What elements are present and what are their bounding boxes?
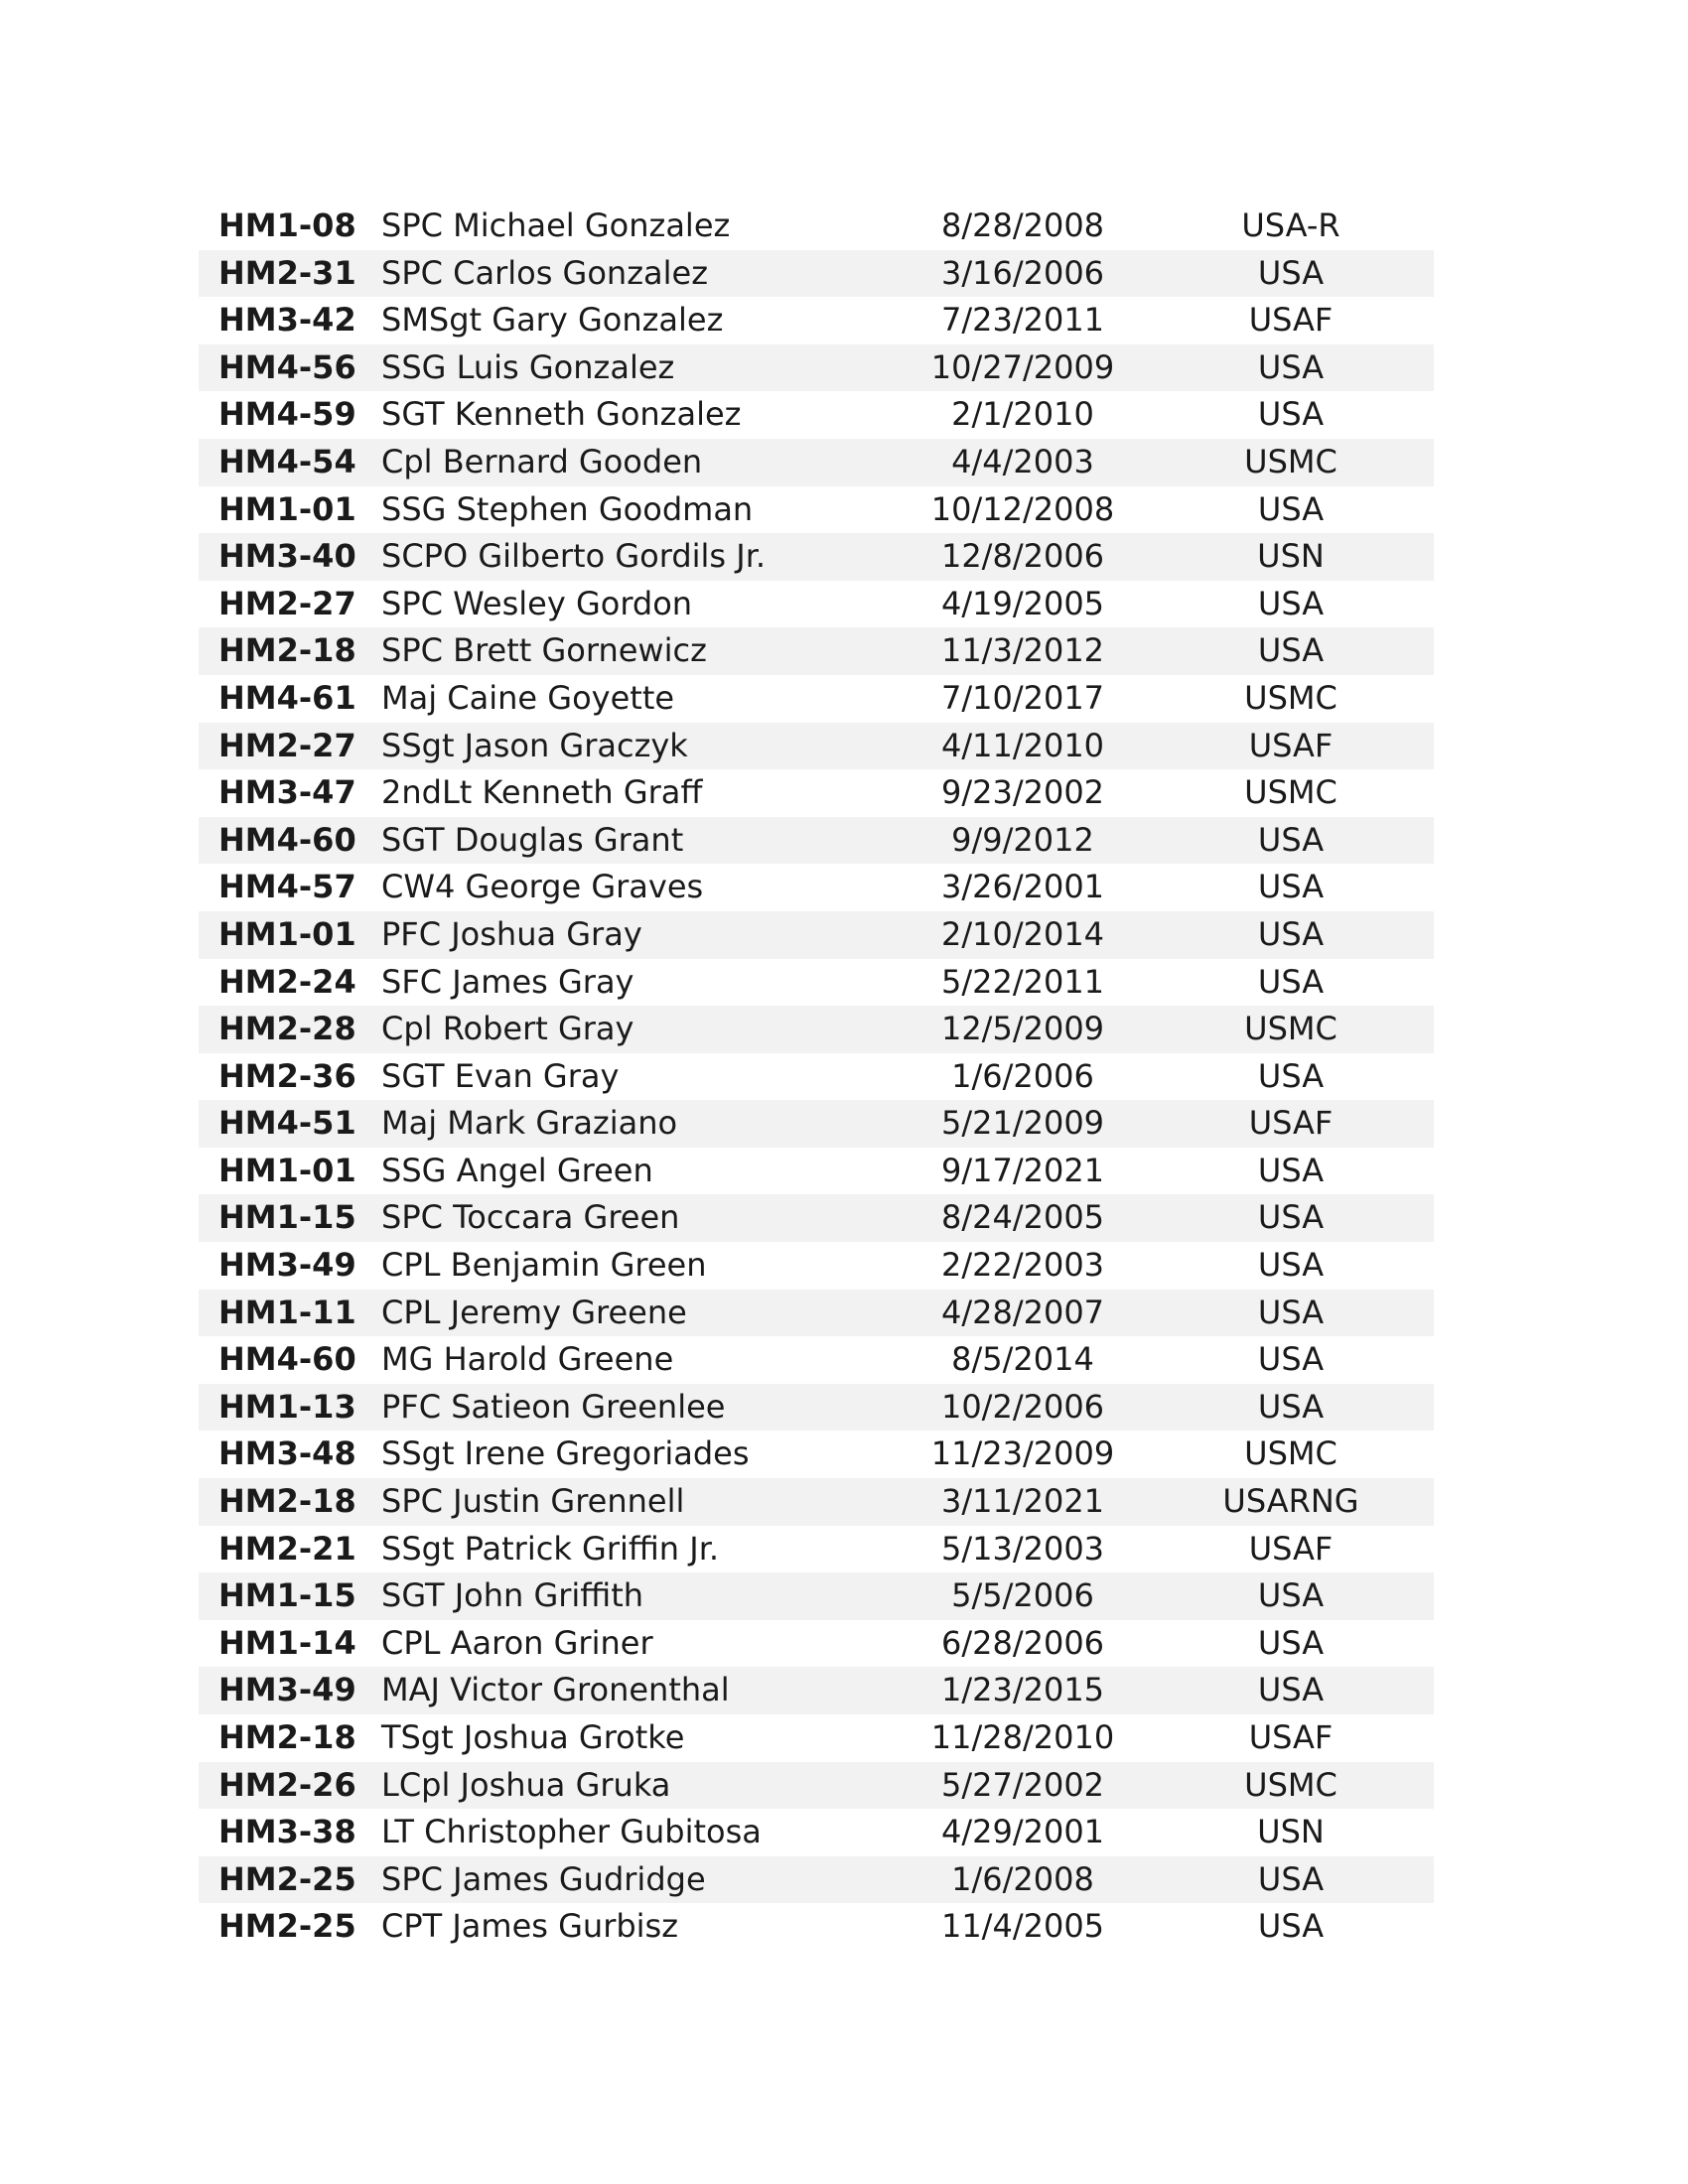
service-branch: USA xyxy=(1257,1246,1325,1285)
service-member-name: TSgt Joshua Grotke xyxy=(381,1718,685,1756)
service-branch: USA xyxy=(1257,347,1325,386)
service-branch: USA xyxy=(1257,820,1325,859)
service-member-name: SPC Toccara Green xyxy=(381,1198,680,1237)
marker-code: HM2-24 xyxy=(218,962,356,1001)
service-branch: USA xyxy=(1257,1056,1325,1095)
date: 5/22/2011 xyxy=(940,962,1105,1001)
service-branch: USAF xyxy=(1248,1104,1334,1143)
service-member-name: CPT James Gurbisz xyxy=(381,1907,679,1946)
service-member-name: SPC Carlos Gonzalez xyxy=(381,253,708,292)
service-member-name: Cpl Robert Gray xyxy=(381,1010,634,1048)
service-member-name: Cpl Bernard Gooden xyxy=(381,442,703,480)
date: 5/27/2002 xyxy=(940,1765,1105,1804)
marker-code: HM2-27 xyxy=(218,584,356,622)
table-row xyxy=(199,1478,1434,1526)
service-branch: USA xyxy=(1257,253,1325,292)
date: 12/5/2009 xyxy=(940,1010,1105,1048)
service-branch: USMC xyxy=(1244,1010,1337,1048)
service-branch: USA xyxy=(1257,1671,1325,1709)
service-branch: USA-R xyxy=(1241,206,1340,244)
marker-code: HM3-49 xyxy=(218,1246,356,1285)
table-row xyxy=(199,1336,1434,1384)
date: 5/5/2006 xyxy=(951,1576,1094,1615)
date: 10/2/2006 xyxy=(940,1387,1105,1426)
marker-code: HM3-48 xyxy=(218,1434,356,1473)
service-branch: USAF xyxy=(1248,301,1334,340)
date: 5/13/2003 xyxy=(940,1529,1105,1568)
table-row xyxy=(199,439,1434,486)
service-member-name: SMSgt Gary Gonzalez xyxy=(381,301,724,340)
table-row xyxy=(199,675,1434,723)
marker-code: HM4-59 xyxy=(218,395,356,434)
table-row xyxy=(199,864,1434,911)
service-member-name: CW4 George Graves xyxy=(381,868,704,906)
service-branch: USN xyxy=(1257,537,1325,576)
table-row xyxy=(199,486,1434,534)
service-member-name: Maj Caine Goyette xyxy=(381,678,675,717)
table-row xyxy=(199,203,1434,250)
service-branch: USMC xyxy=(1244,773,1337,812)
service-branch: USA xyxy=(1257,631,1325,670)
service-member-name: PFC Joshua Gray xyxy=(381,914,642,953)
marker-code: HM1-11 xyxy=(218,1293,356,1331)
table-row xyxy=(199,1148,1434,1195)
table-row xyxy=(199,344,1434,392)
date: 2/22/2003 xyxy=(940,1246,1105,1285)
date: 1/23/2015 xyxy=(940,1671,1105,1709)
roster-table xyxy=(199,203,1434,1951)
date: 2/1/2010 xyxy=(951,395,1094,434)
service-branch: USA xyxy=(1257,1293,1325,1331)
table-row xyxy=(199,959,1434,1007)
service-member-name: SSG Stephen Goodman xyxy=(381,489,754,528)
date: 2/10/2014 xyxy=(940,914,1105,953)
date: 11/23/2009 xyxy=(930,1434,1115,1473)
service-branch: USAF xyxy=(1248,726,1334,764)
date: 1/6/2008 xyxy=(951,1859,1094,1898)
date: 8/5/2014 xyxy=(951,1340,1094,1379)
service-branch: USMC xyxy=(1244,442,1337,480)
table-row xyxy=(199,533,1434,581)
service-branch: USA xyxy=(1257,1387,1325,1426)
marker-code: HM3-49 xyxy=(218,1671,356,1709)
service-member-name: Maj Mark Graziano xyxy=(381,1104,678,1143)
marker-code: HM1-15 xyxy=(218,1576,356,1615)
table-row xyxy=(199,1620,1434,1668)
marker-code: HM2-28 xyxy=(218,1010,356,1048)
date: 9/23/2002 xyxy=(940,773,1105,812)
table-row xyxy=(199,1714,1434,1762)
date: 12/8/2006 xyxy=(940,537,1105,576)
table-row xyxy=(199,1526,1434,1573)
date: 7/10/2017 xyxy=(940,678,1105,717)
service-branch: USA xyxy=(1257,962,1325,1001)
date: 3/16/2006 xyxy=(940,253,1105,292)
service-member-name: SPC Brett Gornewicz xyxy=(381,631,707,670)
table-row xyxy=(199,723,1434,770)
date: 9/17/2021 xyxy=(940,1151,1105,1189)
date: 11/3/2012 xyxy=(940,631,1105,670)
service-member-name: CPL Jeremy Greene xyxy=(381,1293,687,1331)
service-member-name: SGT John Griffith xyxy=(381,1576,644,1615)
table-row xyxy=(199,1006,1434,1053)
service-branch: USA xyxy=(1257,1907,1325,1946)
marker-code: HM2-21 xyxy=(218,1529,356,1568)
service-member-name: PFC Satieon Greenlee xyxy=(381,1387,726,1426)
service-member-name: SGT Evan Gray xyxy=(381,1056,620,1095)
service-branch: USMC xyxy=(1244,1765,1337,1804)
service-branch: USN xyxy=(1257,1813,1325,1851)
table-row xyxy=(199,817,1434,865)
service-branch: USA xyxy=(1257,1340,1325,1379)
table-row xyxy=(199,1384,1434,1432)
service-member-name: SCPO Gilberto Gordils Jr. xyxy=(381,537,767,576)
service-branch: USARNG xyxy=(1222,1482,1359,1521)
table-row xyxy=(199,1667,1434,1714)
marker-code: HM4-57 xyxy=(218,868,356,906)
service-member-name: SPC Justin Grennell xyxy=(381,1482,685,1521)
marker-code: HM4-60 xyxy=(218,820,356,859)
table-row xyxy=(199,297,1434,344)
table-row xyxy=(199,1290,1434,1337)
marker-code: HM1-01 xyxy=(218,1151,356,1189)
service-member-name: CPL Aaron Griner xyxy=(381,1623,653,1662)
date: 10/27/2009 xyxy=(930,347,1115,386)
table-row xyxy=(199,1903,1434,1951)
table-row xyxy=(199,627,1434,675)
date: 7/23/2011 xyxy=(940,301,1105,340)
marker-code: HM1-01 xyxy=(218,489,356,528)
service-member-name: SPC Wesley Gordon xyxy=(381,584,693,622)
marker-code: HM1-08 xyxy=(218,206,356,244)
date: 4/11/2010 xyxy=(940,726,1105,764)
service-branch: USA xyxy=(1257,584,1325,622)
date: 4/29/2001 xyxy=(940,1813,1105,1851)
date: 11/28/2010 xyxy=(930,1718,1115,1756)
table-row xyxy=(199,1572,1434,1620)
table-row xyxy=(199,911,1434,959)
service-member-name: SSG Luis Gonzalez xyxy=(381,347,675,386)
service-member-name: SFC James Gray xyxy=(381,962,634,1001)
marker-code: HM2-27 xyxy=(218,726,356,764)
date: 4/4/2003 xyxy=(951,442,1094,480)
marker-code: HM3-47 xyxy=(218,773,356,812)
service-member-name: 2ndLt Kenneth Graff xyxy=(381,773,703,812)
marker-code: HM2-18 xyxy=(218,1482,356,1521)
date: 1/6/2006 xyxy=(951,1056,1094,1095)
service-branch: USA xyxy=(1257,1623,1325,1662)
service-branch: USA xyxy=(1257,868,1325,906)
service-branch: USA xyxy=(1257,914,1325,953)
service-member-name: SGT Douglas Grant xyxy=(381,820,684,859)
service-member-name: SSG Angel Green xyxy=(381,1151,653,1189)
marker-code: HM2-26 xyxy=(218,1765,356,1804)
marker-code: HM3-42 xyxy=(218,301,356,340)
service-member-name: MAJ Victor Gronenthal xyxy=(381,1671,730,1709)
date: 6/28/2006 xyxy=(940,1623,1105,1662)
service-member-name: SPC James Gudridge xyxy=(381,1859,706,1898)
table-row xyxy=(199,1809,1434,1856)
service-branch: USA xyxy=(1257,1576,1325,1615)
service-member-name: SPC Michael Gonzalez xyxy=(381,206,731,244)
service-branch: USMC xyxy=(1244,678,1337,717)
date: 3/26/2001 xyxy=(940,868,1105,906)
date: 3/11/2021 xyxy=(940,1482,1105,1521)
service-branch: USA xyxy=(1257,489,1325,528)
service-branch: USA xyxy=(1257,1198,1325,1237)
date: 4/19/2005 xyxy=(940,584,1105,622)
date: 9/9/2012 xyxy=(951,820,1094,859)
table-row xyxy=(199,1431,1434,1478)
marker-code: HM4-60 xyxy=(218,1340,356,1379)
marker-code: HM1-15 xyxy=(218,1198,356,1237)
service-member-name: CPL Benjamin Green xyxy=(381,1246,707,1285)
marker-code: HM2-25 xyxy=(218,1859,356,1898)
table-row xyxy=(199,581,1434,628)
date: 8/24/2005 xyxy=(940,1198,1105,1237)
marker-code: HM3-38 xyxy=(218,1813,356,1851)
marker-code: HM2-36 xyxy=(218,1056,356,1095)
service-branch: USAF xyxy=(1248,1718,1334,1756)
service-member-name: SSgt Jason Graczyk xyxy=(381,726,688,764)
marker-code: HM4-61 xyxy=(218,678,356,717)
table-row xyxy=(199,250,1434,298)
marker-code: HM4-54 xyxy=(218,442,356,480)
service-member-name: MG Harold Greene xyxy=(381,1340,674,1379)
table-row xyxy=(199,1856,1434,1904)
service-branch: USA xyxy=(1257,1859,1325,1898)
table-row xyxy=(199,1194,1434,1242)
marker-code: HM3-40 xyxy=(218,537,356,576)
table-row xyxy=(199,391,1434,439)
date: 8/28/2008 xyxy=(940,206,1105,244)
date: 10/12/2008 xyxy=(930,489,1115,528)
marker-code: HM2-18 xyxy=(218,1718,356,1756)
table-row xyxy=(199,1242,1434,1290)
service-member-name: SSgt Patrick Griffin Jr. xyxy=(381,1529,720,1568)
marker-code: HM4-51 xyxy=(218,1104,356,1143)
marker-code: HM2-18 xyxy=(218,631,356,670)
date: 5/21/2009 xyxy=(940,1104,1105,1143)
service-branch: USMC xyxy=(1244,1434,1337,1473)
table-row xyxy=(199,1762,1434,1810)
service-member-name: LCpl Joshua Gruka xyxy=(381,1765,671,1804)
marker-code: HM2-31 xyxy=(218,253,356,292)
service-member-name: SGT Kenneth Gonzalez xyxy=(381,395,742,434)
marker-code: HM4-56 xyxy=(218,347,356,386)
marker-code: HM1-13 xyxy=(218,1387,356,1426)
service-branch: USA xyxy=(1257,395,1325,434)
table-row xyxy=(199,769,1434,817)
marker-code: HM2-25 xyxy=(218,1907,356,1946)
service-branch: USA xyxy=(1257,1151,1325,1189)
service-member-name: SSgt Irene Gregoriades xyxy=(381,1434,750,1473)
service-member-name: LT Christopher Gubitosa xyxy=(381,1813,762,1851)
table-row xyxy=(199,1053,1434,1101)
date: 11/4/2005 xyxy=(940,1907,1105,1946)
service-branch: USAF xyxy=(1248,1529,1334,1568)
marker-code: HM1-01 xyxy=(218,914,356,953)
table-row xyxy=(199,1100,1434,1148)
date: 4/28/2007 xyxy=(940,1293,1105,1331)
marker-code: HM1-14 xyxy=(218,1623,356,1662)
